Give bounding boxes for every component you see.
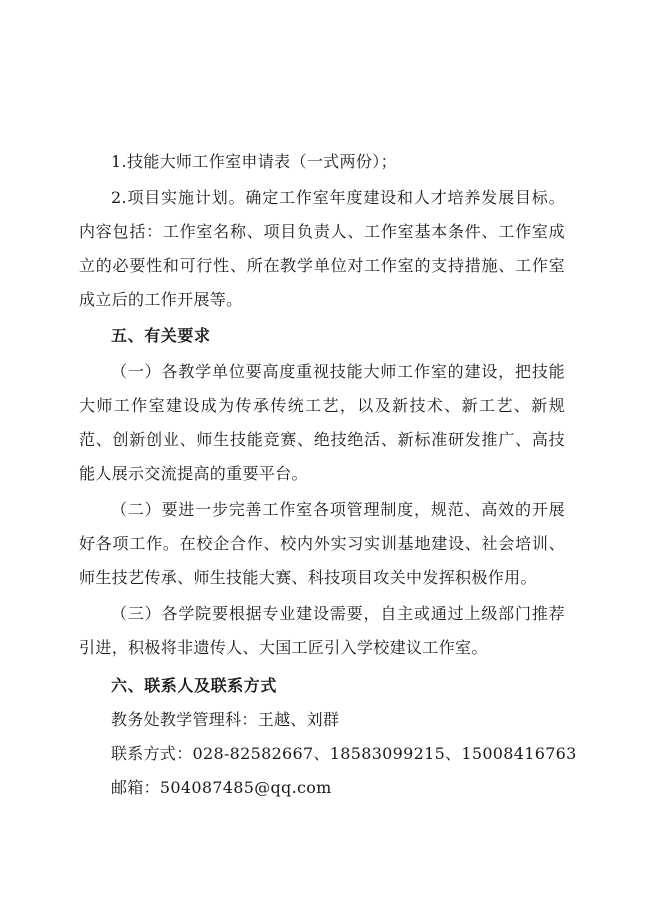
requirement-paragraph-1: （一）各教学单位要高度重视技能大师工作室的建设，把技能大师工作室建设成为传承传统工艺，以及新技术、新工艺、新规范、创新创业、师生技能竞赛、绝技绝活、新标准研发推广、高技能人展示交流提高的重要平台。: [79, 362, 565, 483]
requirement-paragraph-2: （二）要进一步完善工作室各项管理制度，规范、高效的开展好各项工作。在校企合作、校内外实习实训基地建设、社会培训、师生技艺传承、师生技能大赛、科技项目攻关中发挥积极作用。: [79, 500, 565, 587]
section-5-heading: 五、有关要求: [111, 326, 211, 345]
section-6-heading: 六、联系人及联系方式: [111, 676, 278, 695]
attachment-item-1: 1.技能大师工作室申请表（一式两份）；: [111, 152, 397, 171]
contact-phone: 联系方式：028-82582667、18583099215、15008416763: [111, 744, 577, 763]
contact-office: 教务处教学管理科：王越、刘群: [111, 710, 340, 729]
contact-email: 邮箱：504087485@qq.com: [111, 778, 332, 797]
requirement-paragraph-3: （三）各学院要根据专业建设需要，自主或通过上级部门推荐引进，积极将非遗传人、大国工匠引入学校建议工作室。: [79, 604, 565, 657]
document-body: [79, 145, 577, 805]
attachment-item-2: 2.项目实施计划。确定工作室年度建设和人才培养发展目标。内容包括：工作室名称、项目负责人、工作室基本条件、工作室成立的必要性和可行性、所在教学单位对工作室的支持措施、工作室成立后的工作开展等。: [79, 188, 565, 309]
